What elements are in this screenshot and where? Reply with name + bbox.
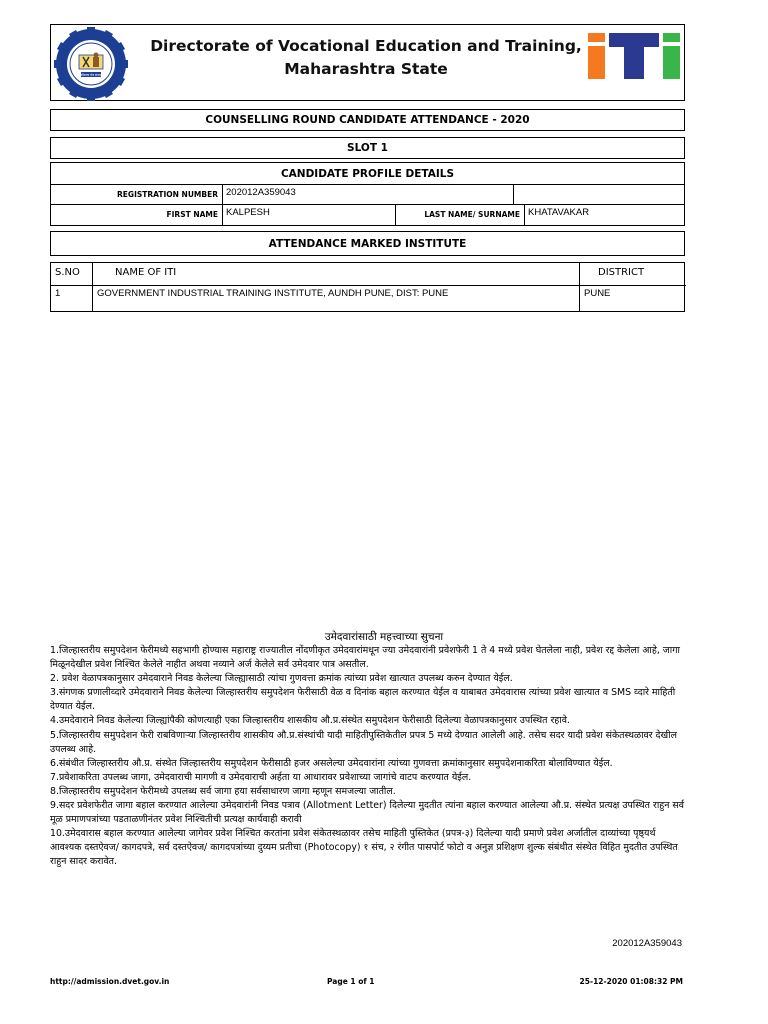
dvet-emblem-logo [53, 27, 129, 101]
attendance-title-banner [50, 109, 685, 131]
row-sno: 1 [51, 286, 93, 312]
slot-text: SLOT 1 [347, 142, 388, 154]
first-name-value: KALPESH [223, 205, 396, 225]
slot-banner [50, 137, 685, 159]
instruction-item: 3.संगणक प्रणालीव्दारे उमेदवाराने निवड केलेल्या जिल्हास्तरीय समुपदेशन फेरीसाठी वेळ व दिनांक बहाल करण्यात येईल व याबाबत उमेदवारास त्यांच्या प्रवेश खात्यात व SMS व्दारे माहिती देण्यात येईल. [50, 687, 676, 713]
instructions-list [50, 644, 686, 870]
page-footer [50, 977, 685, 991]
instructions-title: उमेदवारांसाठी महत्त्वाच्या सुचना [324, 631, 444, 643]
name-row [51, 205, 684, 225]
iti-logo [588, 33, 680, 79]
svg-text:कौशल्य मेव संपदा: कौशल्य मेव संपदा [80, 73, 102, 77]
col-iti-name: NAME OF ITI [93, 263, 580, 286]
instruction-item: 2. प्रवेश वेळापत्रकानुसार उमेदवाराने निवड केलेल्या जिल्ह्यासाठी त्यांचा गुणवत्ता क्रमांक त्यांच्या प्रवेश खात्यात उपलब्ध करुन देण्यात येईल. [50, 673, 513, 685]
registration-row [51, 185, 684, 205]
candidate-profile-table [50, 162, 685, 226]
instruction-item: 6.संबंधीत जिल्हास्तरीय औ.प्र. संस्थेत जिल्हास्तरीय समुपदेशन फेरीसाठी हजर असलेल्या उमेदवारांना त्यांच्या गुणवत्ता क्रमांकानुसार समुपदेशनाकरिता बोलाविण्यात येईल. [50, 757, 613, 769]
iti-table [50, 262, 685, 312]
registration-value: 202012A359043 [223, 185, 514, 205]
first-name-label: FIRST NAME [51, 205, 223, 225]
last-name-label: LAST NAME/ SURNAME [396, 205, 525, 225]
title-line-2: Maharashtra State [284, 60, 448, 78]
footer-timestamp: 25-12-2020 01:08:32 PM [579, 977, 683, 986]
instruction-item: 9.सदर प्रवेशफेरीत जागा बहाल करण्यात आलेल्या उमेदवारांनी निवड पत्राव (Allotment Letter) दिलेल्या मुदतीत त्यांना बहाल करण्यात आलेल्या औ.प्र. संस्थेत प्रत्यक्ष उपस्थित राहुन सर्व मूळ प्रमाणपत्रांच्या पडताळणीनंतर प्रवेश निश्चितीची प्रत्यक्ष कार्यवाही करावी [50, 800, 684, 826]
registration-number-footer: 202012A359043 [612, 938, 682, 949]
instruction-item: 7.प्रवेशाकरिता उपलब्ध जागा, उमेदवाराची मागणी व उमेदवाराची अर्हता या आधारावर प्रवेशाच्या जागांचे वाटप करण्यात येईल. [50, 771, 472, 783]
document-header [50, 24, 685, 101]
directorate-title [146, 35, 586, 81]
col-district: DISTRICT [580, 263, 686, 286]
attendance-institute-heading [50, 231, 685, 256]
instruction-item: 4.उमदेवाराने निवड केलेल्या जिल्ह्यांपैकी कोणत्याही एका जिल्हास्तरीय शासकीय औ.प्र.संस्थेत समुपदेशन फेरीसाठी दिलेल्या वेळापत्रकानुसार उपस्थित रहावे. [50, 715, 570, 727]
last-name-value: KHATAVAKAR [528, 207, 590, 218]
col-sno: S.NO [51, 263, 93, 286]
attendance-institute-heading-text: ATTENDANCE MARKED INSTITUTE [268, 237, 467, 250]
instruction-item: 8.जिल्हास्तरीय समुपदेशन फेरीमध्ये उपलब्ध सर्व जागा हया सर्वसाधारण जागा म्हणून समजल्या जातील. [50, 785, 396, 797]
registration-label: REGISTRATION NUMBER [51, 185, 223, 205]
footer-page-number: Page 1 of 1 [327, 977, 375, 986]
row-iti-name: GOVERNMENT INDUSTRIAL TRAINING INSTITUTE, AUNDH PUNE, DIST: PUNE [93, 286, 580, 312]
attendance-title-text: COUNSELLING ROUND CANDIDATE ATTENDANCE - 2020 [205, 114, 530, 126]
instruction-item: 10.उमेदवारास बहाल करण्यात आलेल्या जागेवर प्रवेश निश्चित करतांना प्रवेश संकेतस्थळावर तसेच माहिती पुस्तिकेत (प्रपत्र-३) दिलेल्या यादी प्रमाणे प्रवेश अर्जातील दाव्यांच्या पृष्ठ्यर्थ आवश्यक दस्तऐवज/ कागदपत्रे, सर्व दस्तऐवज/ कागदपत्रांच्या दुय्यम प्रतीचा (Photocopy) १ संच, २ रंगीत पासपोर्ट फोटो व अनुज्ञ प्रशिक्षण शुल्क संबंधीत संस्थेत विहित मुदतीत उपस्थित राहुन सादर करावेत. [50, 828, 678, 868]
instruction-item: 1.जिल्हास्तरीय समुपदेशन फेरीमध्ये सहभागी होण्यास महाराष्ट्र राज्यातील नोंदणीकृत उमेदवारांमधून ज्या उमेदवारांनी प्रवेशफेरी 1 ते 4 मध्ये प्रवेश घेतलेला नाही, प्रवेश रद्द केलेला आहे, जागा मिळूनदेखील प्रवेश निश्चित केलेले नाहीत अथवा नव्याने अर्ज केलेले सर्व उमेदवार पात्र असतील. [50, 645, 680, 671]
footer-url-link[interactable]: http://admission.dvet.gov.in [50, 977, 170, 986]
title-line-1: Directorate of Vocational Education and Training, [150, 37, 582, 55]
profile-heading: CANDIDATE PROFILE DETAILS [51, 163, 684, 185]
instruction-item: 5.जिल्हास्तरीय समुपदेशन फेरी राबविणाऱ्या जिल्हास्तरीय शासकीय औ.प्र.संस्थांची यादी माहितीपुस्तिकेतील प्रपत्र 5 मध्ये देण्यात आलेली आहे. तसेच सदर यादी प्रवेश संकेतस्थळावर देखील उपलब्ध आहे. [50, 729, 677, 755]
row-district: PUNE [584, 288, 611, 299]
